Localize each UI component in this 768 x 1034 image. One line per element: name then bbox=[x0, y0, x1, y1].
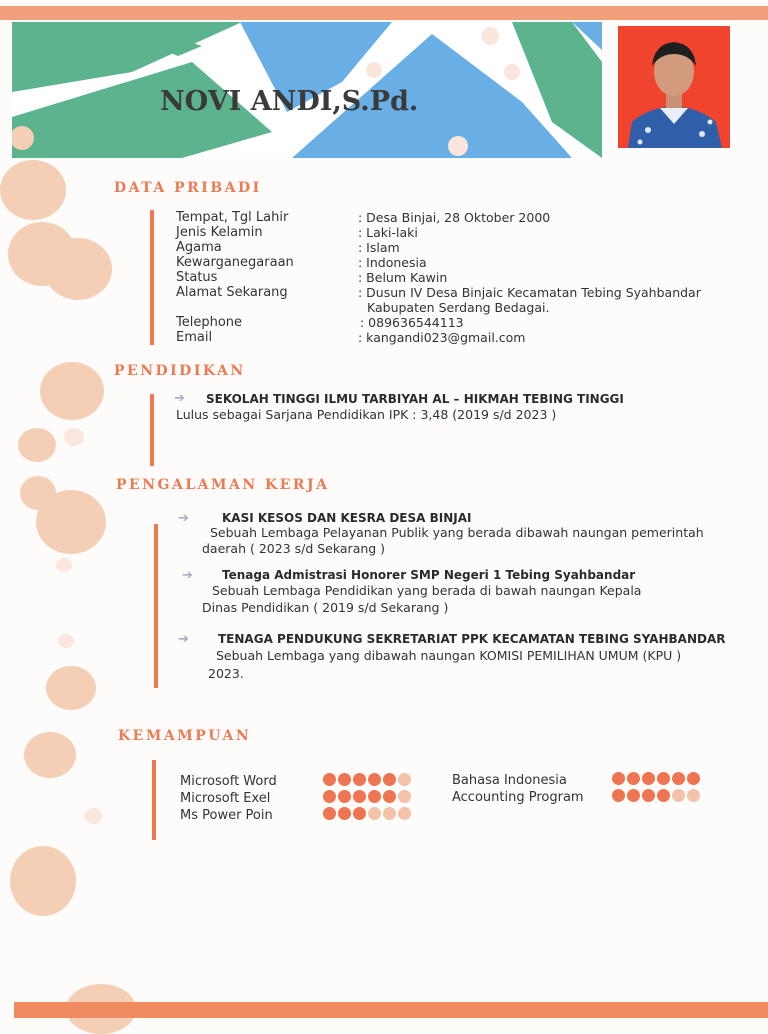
rating-dot-filled bbox=[627, 772, 640, 785]
arrow-right-icon: ➔ bbox=[174, 391, 185, 406]
personal-value: : Islam bbox=[358, 240, 400, 255]
skill-name: Ms Power Poin bbox=[180, 808, 273, 823]
personal-label: Agama bbox=[176, 240, 222, 255]
rating-dot-empty bbox=[398, 773, 411, 786]
skill-name: Accounting Program bbox=[452, 790, 584, 805]
job-description: Sebuah Lembaga yang dibawah naungan KOMISI PEMILIHAN UMUM (KPU ) bbox=[216, 648, 682, 663]
section-title-experience: PENGALAMAN KERJA bbox=[116, 477, 330, 493]
decor-bubble bbox=[46, 666, 96, 710]
rating-dot-filled bbox=[338, 773, 351, 786]
rating-dot-filled bbox=[383, 773, 396, 786]
arrow-right-icon: ➔ bbox=[178, 632, 189, 647]
candidate-name: NOVI ANDI,S.Pd. bbox=[160, 86, 419, 117]
decor-bubble bbox=[18, 428, 56, 462]
rating-dot-filled bbox=[612, 772, 625, 785]
bottom-accent-bar bbox=[14, 1002, 768, 1018]
section-divider-line bbox=[152, 760, 156, 840]
section-divider-line bbox=[150, 394, 154, 466]
rating-dot-filled bbox=[338, 807, 351, 820]
skill-rating bbox=[323, 790, 411, 803]
section-title-education: PENDIDIKAN bbox=[114, 363, 246, 379]
skill-name: Bahasa Indonesia bbox=[452, 773, 567, 788]
personal-value: : kangandi023@gmail.com bbox=[358, 330, 526, 345]
personal-label: Email bbox=[176, 330, 213, 345]
rating-dot-filled bbox=[627, 789, 640, 802]
decor-bubble bbox=[24, 732, 76, 778]
personal-value: : Belum Kawin bbox=[358, 270, 448, 285]
rating-dot-filled bbox=[368, 773, 381, 786]
job-description: 2023. bbox=[208, 666, 244, 681]
personal-value: : Desa Binjai, 28 Oktober 2000 bbox=[358, 210, 551, 225]
rating-dot-empty bbox=[672, 789, 685, 802]
rating-dot-filled bbox=[368, 790, 381, 803]
decor-bubble bbox=[10, 846, 76, 916]
personal-label: Telephone bbox=[176, 315, 243, 330]
skill-rating bbox=[323, 807, 411, 820]
decor-bubble bbox=[36, 490, 106, 554]
personal-label: Jenis Kelamin bbox=[176, 225, 263, 240]
personal-label: Alamat Sekarang bbox=[176, 285, 288, 300]
personal-value: : Indonesia bbox=[358, 255, 427, 270]
personal-value: : Dusun IV Desa Binjaic Kecamatan Tebing Syahbandar bbox=[358, 285, 701, 300]
decor-bubble bbox=[44, 238, 112, 300]
profile-photo bbox=[618, 26, 730, 148]
rating-dot-filled bbox=[657, 789, 670, 802]
decor-bubble bbox=[0, 160, 66, 220]
decor-bubble bbox=[56, 558, 72, 572]
rating-dot-filled bbox=[687, 772, 700, 785]
section-divider-line bbox=[154, 524, 158, 688]
skill-name: Microsoft Word bbox=[180, 774, 277, 789]
personal-value: : Laki-laki bbox=[358, 225, 418, 240]
decor-bubble bbox=[40, 362, 104, 420]
job-title: KASI KESOS DAN KESRA DESA BINJAI bbox=[222, 511, 472, 525]
arrow-right-icon: ➔ bbox=[182, 568, 193, 583]
rating-dot-filled bbox=[353, 790, 366, 803]
decor-bubble bbox=[58, 634, 74, 648]
job-title: TENAGA PENDUKUNG SEKRETARIAT PPK KECAMATAN TEBING SYAHBANDAR bbox=[218, 632, 726, 646]
personal-label: Kewarganegaraan bbox=[176, 255, 294, 270]
job-title: Tenaga Admistrasi Honorer SMP Negeri 1 Tebing Syahbandar bbox=[222, 568, 636, 582]
skill-rating bbox=[612, 772, 700, 785]
job-description: daerah ( 2023 s/d Sekarang ) bbox=[202, 541, 386, 556]
section-title-personal: DATA PRIBADI bbox=[114, 180, 262, 196]
personal-label: Status bbox=[176, 270, 218, 285]
section-title-skills: KEMAMPUAN bbox=[118, 728, 252, 744]
rating-dot-filled bbox=[323, 807, 336, 820]
job-description: Dinas Pendidikan ( 2019 s/d Sekarang ) bbox=[202, 600, 449, 615]
personal-label: Tempat, Tgl Lahir bbox=[176, 210, 289, 225]
decor-bubble bbox=[64, 428, 84, 446]
job-description: Sebuah Lembaga Pendidikan yang berada di bawah naungan Kepala bbox=[212, 583, 642, 598]
rating-dot-empty bbox=[383, 807, 396, 820]
rating-dot-filled bbox=[323, 790, 336, 803]
rating-dot-filled bbox=[642, 789, 655, 802]
rating-dot-empty bbox=[398, 807, 411, 820]
rating-dot-empty bbox=[368, 807, 381, 820]
personal-value: : 089636544113 bbox=[360, 315, 464, 330]
rating-dot-filled bbox=[642, 772, 655, 785]
top-accent-bar bbox=[0, 6, 768, 20]
rating-dot-filled bbox=[338, 790, 351, 803]
skill-name: Microsoft Exel bbox=[180, 791, 271, 806]
rating-dot-empty bbox=[398, 790, 411, 803]
rating-dot-filled bbox=[383, 790, 396, 803]
section-divider-line bbox=[150, 210, 154, 345]
person-portrait-icon bbox=[618, 26, 730, 148]
education-school: SEKOLAH TINGGI ILMU TARBIYAH AL – HIKMAH TEBING TINGGI bbox=[206, 392, 624, 406]
rating-dot-filled bbox=[672, 772, 685, 785]
job-description: Sebuah Lembaga Pelayanan Publik yang berada dibawah naungan pemerintah bbox=[210, 525, 704, 540]
arrow-right-icon: ➔ bbox=[178, 511, 189, 526]
rating-dot-filled bbox=[353, 807, 366, 820]
rating-dot-filled bbox=[657, 772, 670, 785]
personal-value: Kabupaten Serdang Bedagai. bbox=[367, 300, 550, 315]
education-detail: Lulus sebagai Sarjana Pendidikan IPK : 3,48 (2019 s/d 2023 ) bbox=[176, 407, 557, 422]
rating-dot-filled bbox=[353, 773, 366, 786]
skill-rating bbox=[323, 773, 411, 786]
rating-dot-filled bbox=[612, 789, 625, 802]
rating-dot-empty bbox=[687, 789, 700, 802]
decor-bubble bbox=[84, 808, 102, 824]
skill-rating bbox=[612, 789, 700, 802]
rating-dot-filled bbox=[323, 773, 336, 786]
